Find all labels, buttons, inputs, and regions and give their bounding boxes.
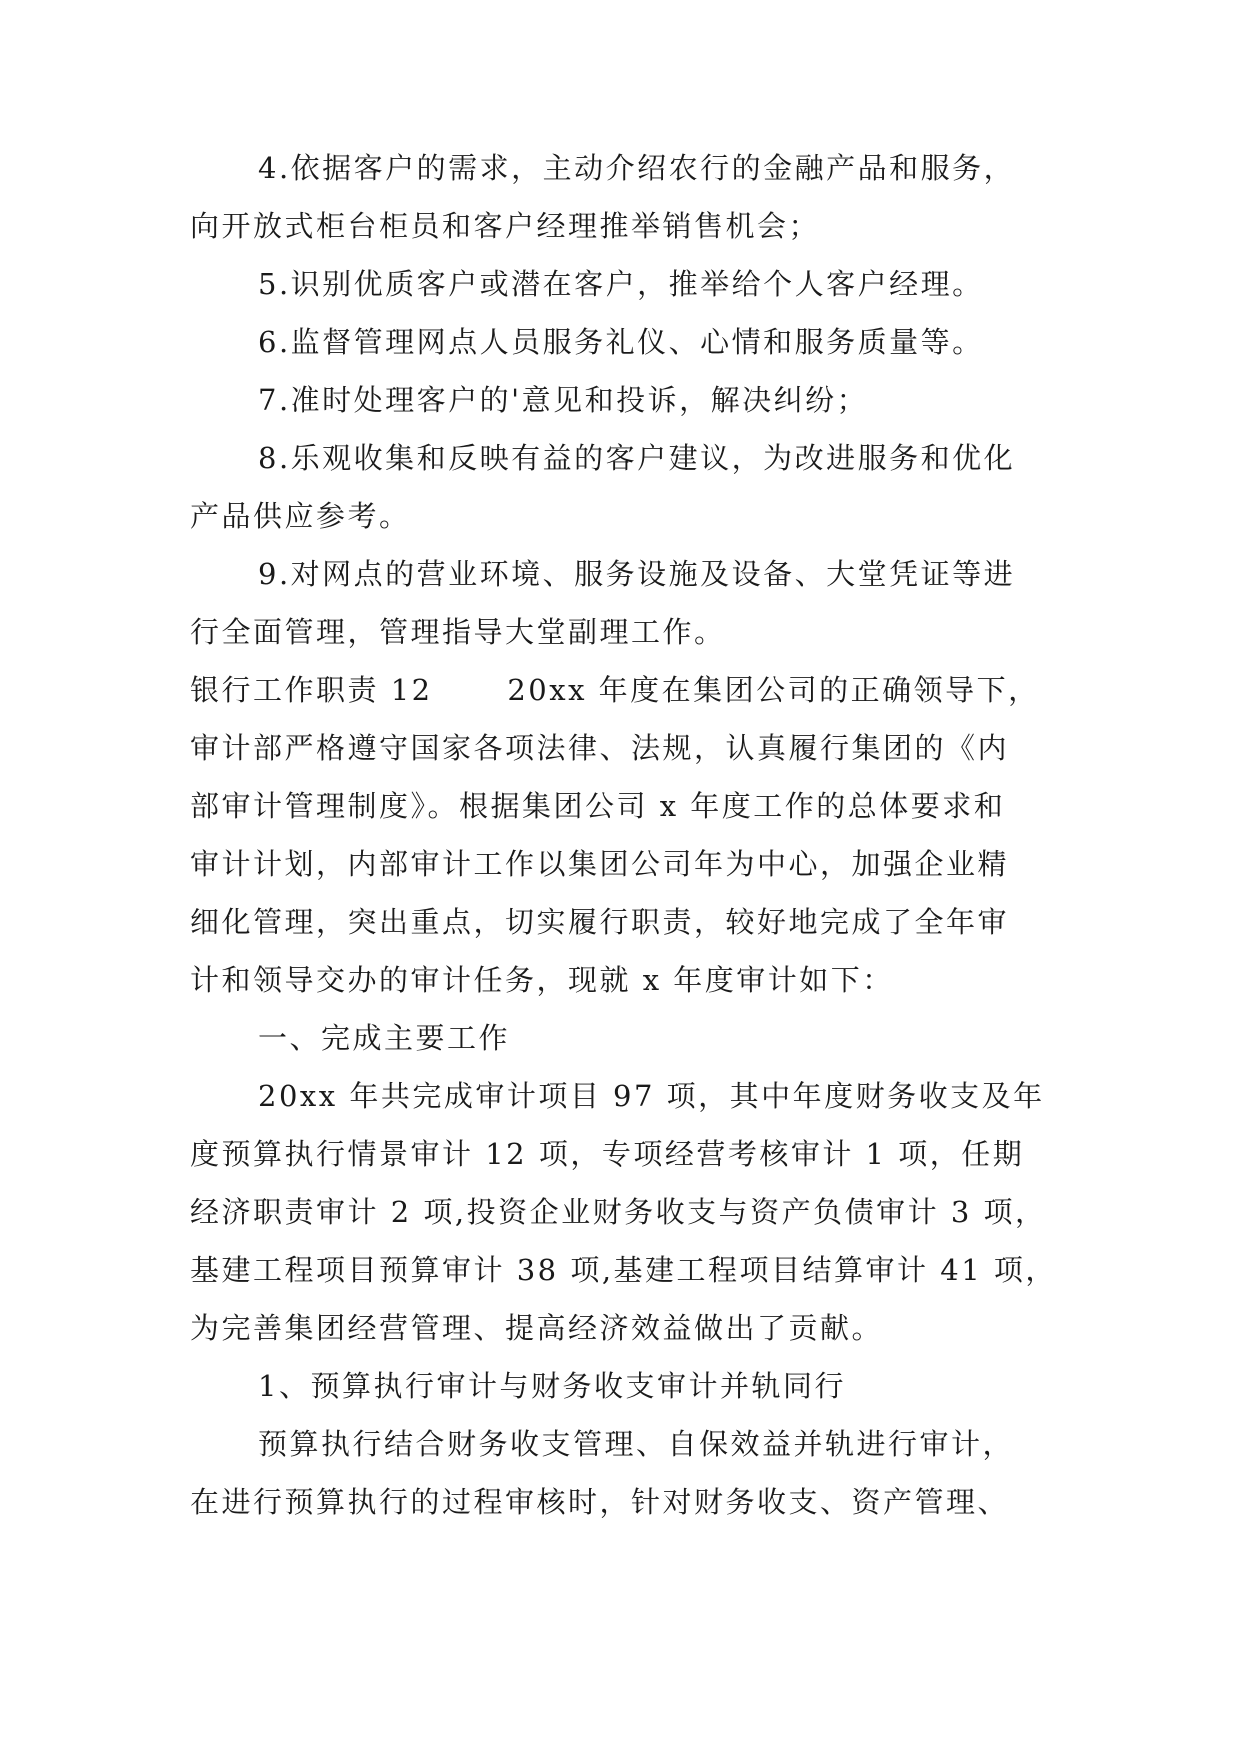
text-line: 产品供应参考。 [190,499,411,533]
text-line: 7.准时处理客户的'意见和投诉，解决纠纷； [258,383,869,417]
text-line: 6.监督管理网点人员服务礼仪、心情和服务质量等。 [258,325,984,359]
text-line: 20xx 年共完成审计项目 97 项，其中年度财务收支及年 [258,1079,1045,1113]
text-line: 部审计管理制度》。根据集团公司 x 年度工作的总体要求和 [190,789,1006,823]
text-line: 向开放式柜台柜员和客户经理推举销售机会； [190,209,821,243]
text-line: 8.乐观收集和反映有益的客户建议，为改进服务和优化 [258,441,1016,475]
text-line: 审计部严格遵守国家各项法律、法规，认真履行集团的《内 [190,731,1010,765]
subsection-heading: 1、预算执行审计与财务收支审计并轨同行 [258,1369,846,1403]
text-line: 9.对网点的营业环境、服务设施及设备、大堂凭证等进 [258,557,1016,591]
text-line: 为完善集团经营管理、提高经济效益做出了贡献。 [190,1311,884,1345]
section-heading: 一、完成主要工作 [258,1021,511,1055]
text-line: 细化管理，突出重点，切实履行职责，较好地完成了全年审 [190,905,1010,939]
text-line: 审计计划，内部审计工作以集团公司年为中心，加强企业精 [190,847,1010,881]
text-line: 计和领导交办的审计任务，现就 x 年度审计如下： [190,963,894,997]
text-line: 基建工程项目预算审计 38 项,基建工程项目结算审计 41 项， [190,1253,1057,1287]
text-line: 经济职责审计 2 项,投资企业财务收支与资产负债审计 3 项， [190,1195,1047,1229]
text-line: 在进行预算执行的过程审核时，针对财务收支、资产管理、 [190,1485,1010,1519]
text-line: 5.识别优质客户或潜在客户，推举给个人客户经理。 [258,267,984,301]
text-line: 度预算执行情景审计 12 项，专项经营考核审计 1 项，任期 [190,1137,1025,1171]
text-line: 行全面管理，管理指导大堂副理工作。 [190,615,726,649]
text-line: 银行工作职责 12 20xx 年度在集团公司的正确领导下， [190,673,1040,707]
text-line: 4.依据客户的需求，主动介绍农行的金融产品和服务， [258,151,1016,185]
text-line: 预算执行结合财务收支管理、自保效益并轨进行审计， [258,1427,1015,1461]
